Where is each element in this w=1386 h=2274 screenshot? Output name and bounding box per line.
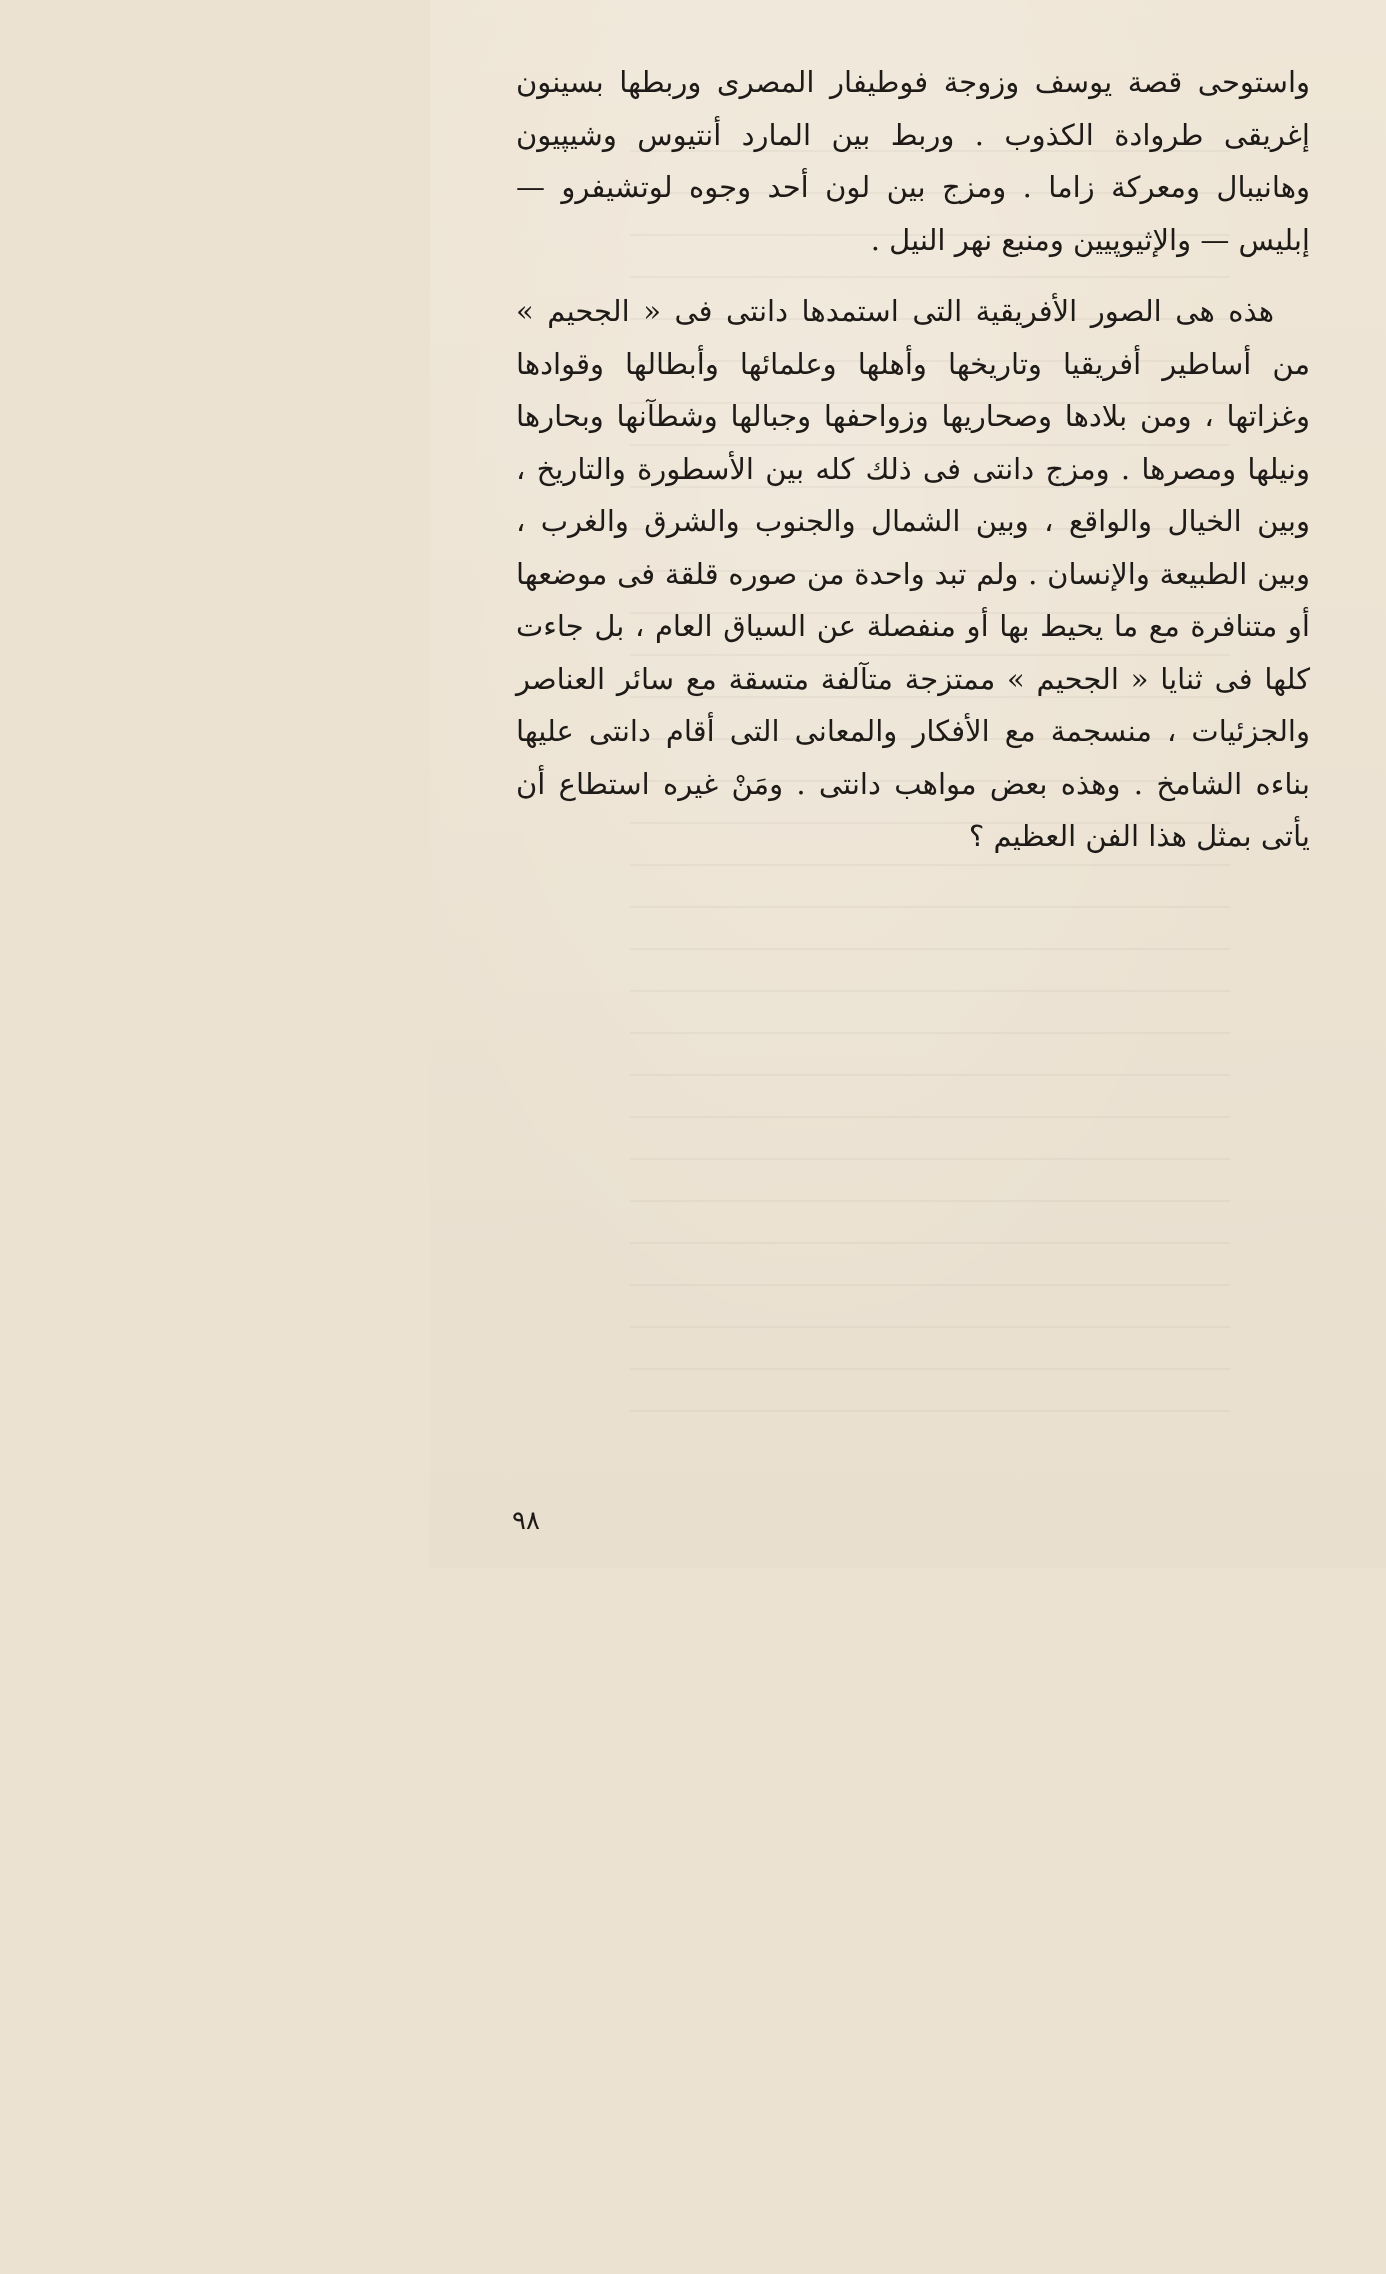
body-text (516, 56, 1310, 863)
paragraph-1: واستوحى قصة يوسف وزوجة فوطيفار المصرى وربطها بسينون إغريقى طروادة الكذوب . وربط بين المارد أنتيوس وشيپيون وهانيبال ومعركة زاما . ومزج بين لون أحد وجوه لوتشيفرو — إبليس — والإثيوپيين ومنبع نهر النيل . (516, 65, 1310, 257)
paragraph-2: هذه هى الصور الأفريقية التى استمدها دانتى فى « الجحيم » من أساطير أفريقيا وتاريخها وأهلها وعلمائها وأبطالها وقوادها وغزاتها ، ومن بلادها وصحاريها وزواحفها وجبالها وشطآنها وبحارها ونيلها ومصرها . ومزج دانتى فى ذلك كله بين الأسطورة والتاريخ ، وبين الخيال والواقع ، وبين الشمال والجنوب والشرق والغرب ، وبين الطبيعة والإنسان . ولم تبد واحدة من صوره قلقة فى موضعها أو متنافرة مع ما يحيط بها أو منفصلة عن السياق العام ، بل جاءت كلها فى ثنايا « الجحيم » ممتزجة متآلفة متسقة مع سائر العناصر والجزئيات ، منسجمة مع الأفكار والمعانى التى أقام دانتى عليها بناءه الشامخ . وهذه بعض مواهب دانتى . ومَنْ غيره استطاع أن يأتى بمثل هذا الفن العظيم ؟ (516, 294, 1310, 853)
page-number: ٩٨ (512, 1506, 540, 1536)
book-page (430, 0, 1386, 1568)
